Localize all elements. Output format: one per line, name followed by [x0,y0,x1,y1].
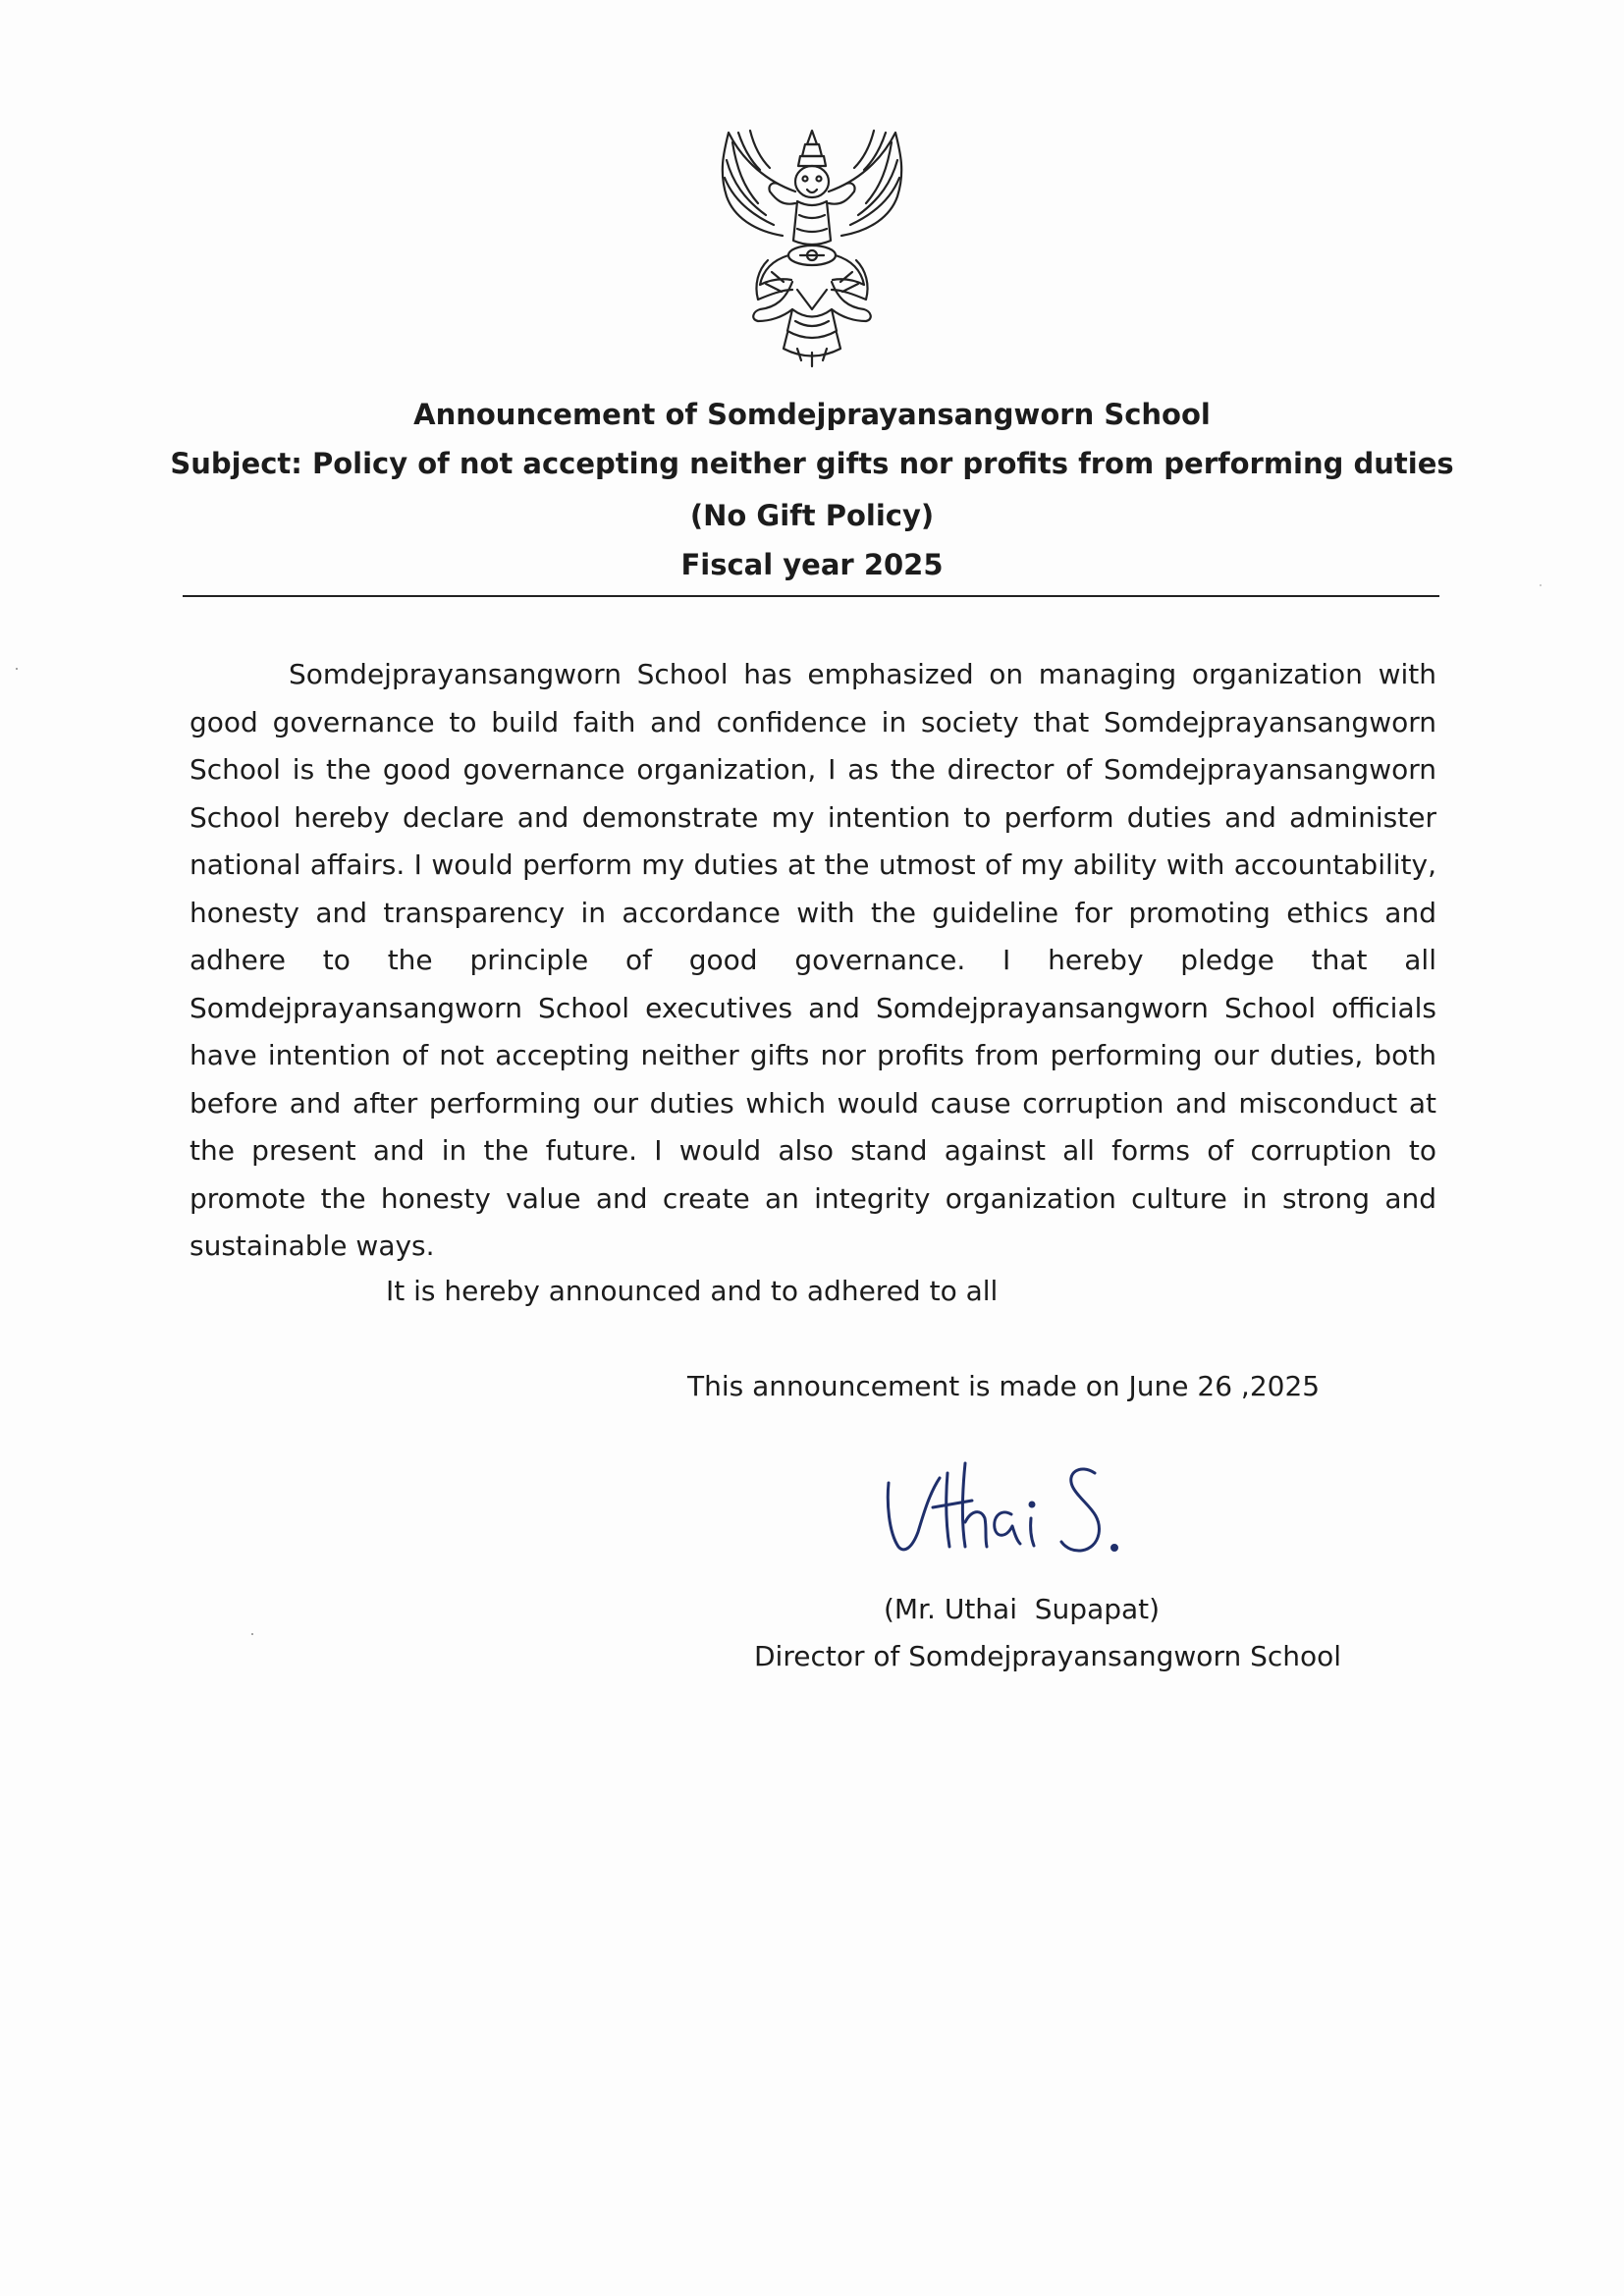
scan-speck [1540,584,1542,586]
announcement-date: This announcement is made on June 26 ,2025 [687,1370,1321,1402]
scan-speck [251,1633,253,1635]
announcement-subject: Subject: Policy of not accepting neither gifts nor profits from performing duties [170,447,1454,480]
signer-name: (Mr. Uthai Supapat) [884,1593,1161,1625]
closing-statement: It is hereby announced and to adhered to all [386,1275,999,1307]
scan-speck [16,668,18,670]
fiscal-year: Fiscal year 2025 [680,548,944,581]
garuda-emblem-icon [689,113,935,378]
policy-name: (No Gift Policy) [689,499,935,532]
heading-divider [183,595,1439,597]
body-paragraph: Somdejprayansangworn School has emphasized on managing organization with good governance to build faith and confidence in society that Somdejprayansangworn School is the good governance organization, I as the director of Somdejprayansangworn School hereby declare and demonstrate my intention to perform duties and administer national affairs. I would perform my duties at the utmost of my ability with accountability, honesty and transparency in accordance with the guideline for promoting ethics and adhere to the principle of good governance. I hereby pledge that all Somdejprayansangworn School executives and Somdejprayansangworn School officials have intention of not accepting neither gifts nor profits from performing our duties, both before and after performing our duties which would cause corruption and misconduct at the present and in the future. I would also stand against all forms of corruption to promote the honesty value and create an integrity organization culture in strong and sustainable ways. [189,658,1436,1262]
signer-title: Director of Somdejprayansangworn School [754,1640,1342,1672]
signature-image [879,1453,1144,1571]
announcement-title: Announcement of Somdejprayansangworn School [413,398,1211,431]
